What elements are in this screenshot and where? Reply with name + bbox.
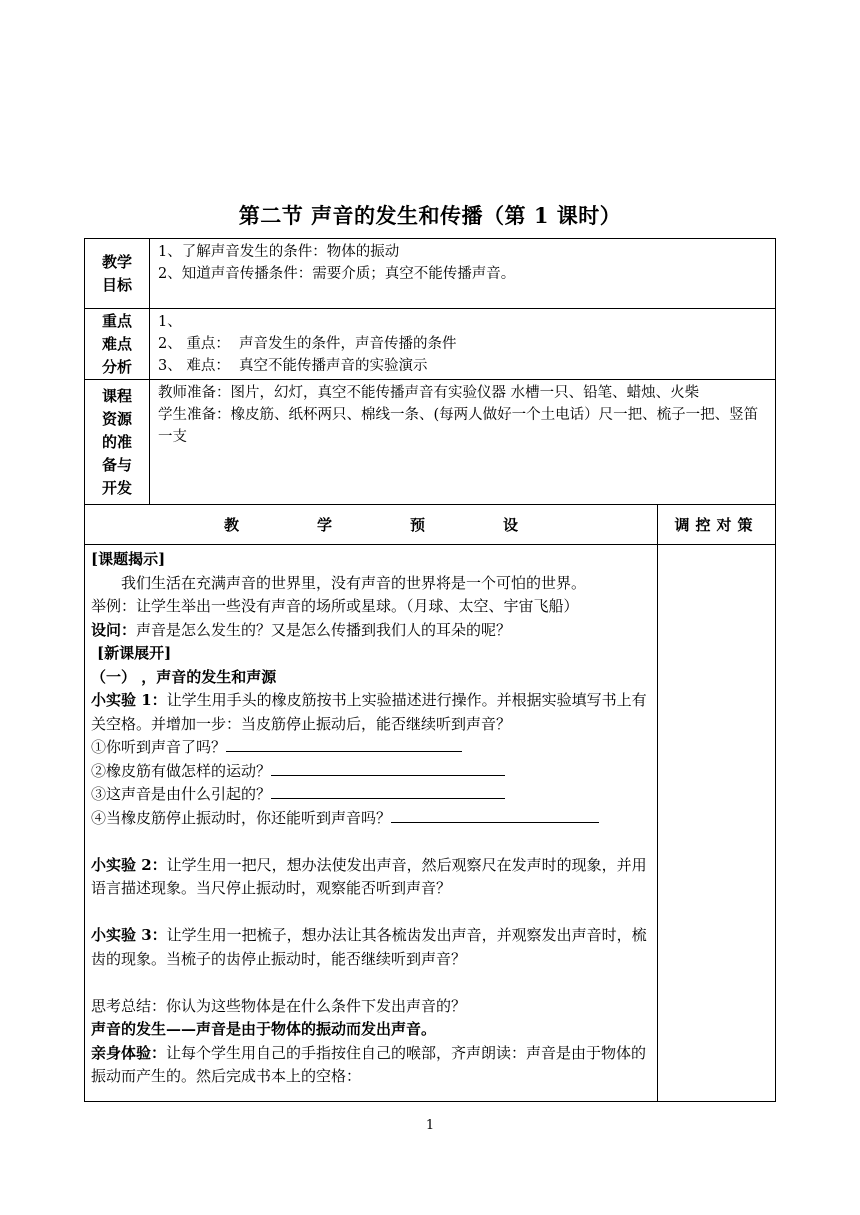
question-text: 声音是怎么发生的？又是怎么传播到我们人的耳朵的呢？ (136, 620, 512, 639)
new-lesson-heading: [新课展开] (97, 644, 172, 662)
question-4-text: ④当橡皮筋停止振动时，你还能听到声音吗？ (91, 808, 392, 827)
experiment-3-text: 让学生用一把梳子，想办法让其各梳齿发出声音，并观察发出声音时，梳齿的现象。当梳子的齿停止振动时，能否继续听到声音？ (91, 926, 647, 968)
experiment-1-text: 让学生用手头的橡皮筋按书上实验描述进行操作。并根据实验填写书上有关空格。并增加一步：当皮筋停止振动后，能否继续听到声音？ (91, 691, 647, 733)
page-number: 1 (425, 1118, 435, 1133)
conclusion: 声音的发生——声音是由于物体的振动而发出声音。 (91, 1020, 437, 1038)
keypoints-row (85, 309, 775, 380)
answer-blank[interactable] (271, 761, 505, 776)
lesson-plan-table (84, 238, 776, 1102)
experiment-1-label: 小实验 1： (91, 691, 167, 709)
experience-label: 亲身体验： (91, 1043, 167, 1062)
summary: 思考总结：你认为这些物体是在什么条件下发出声音的？ (91, 996, 467, 1015)
section-heading: （一） ，声音的发生和声源 (91, 667, 277, 686)
question-4 (91, 807, 651, 831)
question-3-text: ③这声音是由什么引起的？ (91, 785, 272, 803)
goals-label: 教学目标 (85, 239, 150, 308)
experience (91, 1042, 651, 1089)
header-char: 学 (316, 516, 332, 534)
plan-header-row (85, 505, 775, 545)
spacer (91, 971, 651, 995)
strategy-header: 调控对策 (674, 516, 759, 534)
page-title: 第二节 声音的发生和传播（第 1 课时） (238, 203, 622, 228)
experiment-3-label: 小实验 3： (91, 926, 167, 944)
experiment-3 (91, 924, 651, 971)
experiment-2-label: 小实验 2： (91, 855, 167, 874)
question-2 (91, 760, 651, 784)
intro-paragraph: 我们生活在充满声音的世界里，没有声音的世界将是一个可怕的世界。 (121, 573, 587, 592)
resources-row (85, 380, 775, 505)
spacer (91, 830, 651, 854)
goal-line: 2、知道声音传播条件：需要介质；真空不能传播声音。 (158, 266, 516, 282)
answer-blank[interactable] (391, 808, 599, 823)
header-char: 教 (223, 516, 239, 534)
header-char: 预 (409, 516, 425, 534)
spacer (91, 901, 651, 925)
goals-content (150, 239, 775, 308)
plan-body (85, 545, 658, 1101)
intro-example: 举例：让学生举出一些没有声音的场所或星球。（月球、太空、宇宙飞船） (91, 597, 579, 615)
intro-heading: [课题揭示] (91, 550, 166, 568)
question-label: 设问： (91, 620, 137, 639)
resources-content (150, 380, 775, 504)
intro-question (91, 619, 651, 643)
experiment-2 (91, 854, 651, 901)
goal-line: 1、了解声音发生的条件：物体的振动 (158, 244, 400, 260)
strategy-column (658, 545, 775, 1101)
question-1-text: ①你听到声音了吗？ (91, 738, 227, 756)
resource-line: 教师准备：图片，幻灯，真空不能传播声音有实验仪器 水槽一只、铅笔、蜡烛、火柴 (158, 385, 700, 401)
keypoint-line: 1、 (158, 314, 182, 330)
experiment-1 (91, 689, 651, 736)
resource-line: 学生准备：橡皮筋、纸杯两只、棉线一条、(每两人做好一个土电话）尺一把、梳子一把、竖笛一支 (158, 407, 759, 445)
header-char: 设 (502, 516, 518, 534)
plan-body-row (85, 545, 775, 1101)
keypoint-line: 2、 重点： 声音发生的条件，声音传播的条件 (158, 336, 457, 352)
resources-label: 课程资源的准备与开发 (85, 380, 150, 504)
experience-text: 让每个学生用自己的手指按住自己的喉部，齐声朗读：声音是由于物体的振动而产生的。然后完成书本上的空格： (91, 1043, 647, 1085)
keypoints-label: 重点难点分析 (85, 309, 150, 379)
answer-blank[interactable] (226, 737, 462, 752)
question-2-text: ②橡皮筋有做怎样的运动？ (91, 761, 272, 780)
goals-row (85, 239, 775, 309)
answer-blank[interactable] (271, 784, 505, 799)
keypoints-content (150, 309, 775, 379)
keypoint-line: 3、 难点： 真空不能传播声音的实验演示 (158, 358, 428, 374)
question-1 (91, 736, 651, 760)
plan-header (85, 505, 658, 544)
experiment-2-text: 让学生用一把尺，想办法使发出声音，然后观察尺在发声时的现象，并用语言描述现象。当尺停止振动时，观察能否听到声音？ (91, 855, 647, 897)
question-3 (91, 783, 651, 807)
